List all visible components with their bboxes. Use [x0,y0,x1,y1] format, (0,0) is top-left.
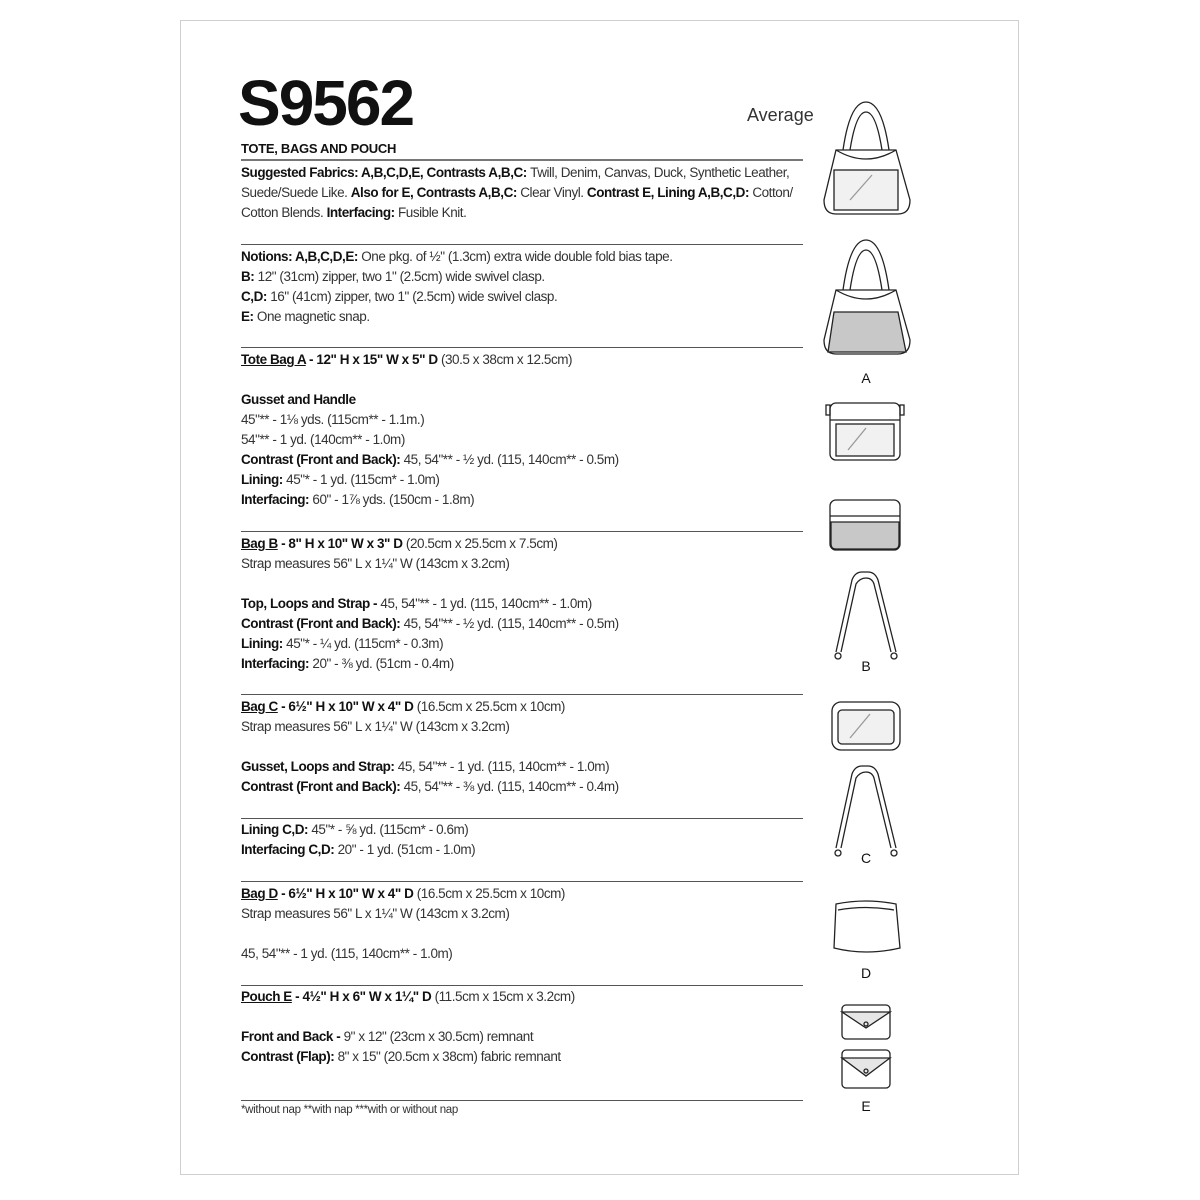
bold-label: Interfacing: [241,492,313,507]
text-segment: 8" x 15" (20.5cm x 38cm) fabric remnant [337,1049,561,1064]
bold-label: Interfacing: [241,656,313,671]
tote-a-clear-illustration [824,102,910,214]
bold-label: E: [241,309,257,324]
bold-label: Gusset and Handle [241,392,356,407]
text-segment: 45, 54"** - 1 yd. (115, 140cm** - 1.0m) [380,596,592,611]
bold-label: Bag D [241,886,278,901]
pouch-e-back-illustration [842,1050,890,1088]
bold-label: Tote Bag A [241,352,306,367]
bag-b-line [241,534,557,554]
text-segment: (16.5cm x 25.5cm x 10cm) [416,886,565,901]
bold-label: Lining C,D: [241,822,312,837]
text-segment: (16.5cm x 25.5cm x 10cm) [416,699,565,714]
notions-line [241,287,557,307]
divider [241,531,803,532]
pattern-number: S9562 [238,67,414,139]
bold-label: Gusset, Loops and Strap: [241,759,398,774]
bag-c-illustration [832,702,900,750]
bag-c-line [241,717,509,737]
tote-a-line [241,350,572,370]
pouch-e-yardage-line [241,1047,561,1067]
divider [241,694,803,695]
bag-c-yardage-line [241,757,609,777]
bold-label: Interfacing C,D: [241,842,338,857]
text-segment: 45, 54"** - ⅜ yd. (115, 140cm** - 0.4m) [403,779,619,794]
strap-b-illustration [835,572,897,659]
lining-cd-line [241,840,475,860]
divider [241,881,803,882]
lining-cd-line [241,820,468,840]
text-segment: Cotton/ [752,185,793,200]
text-segment: *without nap **with nap ***with or without nap [241,1104,458,1116]
bold-label: - 6½" H x 10" W x 4" D [277,886,417,901]
bold-label: C,D: [241,289,271,304]
bold-label: Contrast (Flap): [241,1049,338,1064]
text-segment: Twill, Denim, Canvas, Duck, Synthetic Leather, [530,165,790,180]
bold-label: Contrast E, Lining A,B,C,D: [586,185,753,200]
bold-label: Contrast (Front and Back): [241,616,404,631]
bag-d-line [241,884,565,904]
bag-b-yardage-line [241,654,454,674]
text-segment: 20" - 1 yd. (51cm - 1.0m) [337,842,476,857]
bag-c-line [241,697,565,717]
fabrics-line [241,203,466,223]
bag-b-solid-illustration [830,500,900,550]
pouch-e-yardage-line [241,1027,533,1047]
text-segment: (11.5cm x 15cm x 3.2cm) [434,989,575,1004]
bold-label: - 8" H x 10" W x 3" D [277,536,406,551]
text-segment: 45"* - ⅝ yd. (115cm* - 0.6m) [311,822,469,837]
divider [241,347,803,348]
text-segment: Cotton Blends. [241,205,327,220]
skill-level: Average [747,105,814,125]
tote-a-yardage-line [241,430,405,450]
bag-b-yardage-line [241,594,592,614]
text-segment: 45, 54"** - 1 yd. (115, 140cm** - 1.0m) [397,759,610,774]
text-segment: One magnetic snap. [256,309,370,324]
bold-label: Bag B [241,536,278,551]
bag-d-yardage-line [241,944,452,964]
bold-label: Lining: [241,472,287,487]
tote-a-yardage-line [241,490,474,510]
bold-label: Bag C [241,699,278,714]
view-label-e: E [861,1098,871,1114]
notions-line [241,267,545,287]
view-label-a: A [861,370,871,386]
divider [241,244,803,245]
bold-label: Contrast (Front and Back): [241,779,404,794]
text-segment: 16" (41cm) zipper, two 1" (2.5cm) wide swivel clasp. [270,289,558,304]
tote-a-solid-illustration [824,240,910,354]
bold-label: Also for E, Contrasts A,B,C: [350,185,521,200]
bold-label: Lining: [241,636,287,651]
tote-a-yardage-line [241,390,356,410]
bag-c-yardage-line [241,777,619,797]
text-segment: (30.5 x 38cm x 12.5cm) [440,352,573,367]
text-segment: 12" (31cm) zipper, two 1" (2.5cm) wide swivel clasp. [257,269,545,284]
bold-label: - 4½" H x 6" W x 1¼" D [291,989,435,1004]
text-segment: Suede/Suede Like. [241,185,351,200]
bold-label: - 12" H x 15" W x 5" D [305,352,441,367]
text-segment: Clear Vinyl. [520,185,587,200]
view-label-d: D [860,965,872,981]
notions-line [241,307,370,327]
fabrics-line [241,163,789,183]
pouch-e-front-illustration [842,1005,890,1039]
text-segment: Strap measures 56" L x 1¼" W (143cm x 3.2cm) [241,556,510,571]
text-segment: 45"* - 1 yd. (115cm* - 1.0m) [286,472,440,487]
text-segment: 45, 54"** - 1 yd. (115, 140cm** - 1.0m) [241,946,453,961]
pouch-e-line [241,987,575,1007]
tote-a-yardage-line [241,410,424,430]
text-segment: 45, 54"** - ½ yd. (115, 140cm** - 0.5m) [403,452,619,467]
bag-d-illustration [834,901,900,952]
footnote-line [241,1100,458,1120]
bag-b-clear-illustration [826,403,904,460]
strap-c-illustration [835,766,897,856]
bold-label: Notions: A,B,C,D,E: [241,249,362,264]
view-label-c: C [860,850,872,866]
bold-label: Top, Loops and Strap - [241,596,381,611]
tote-a-yardage-line [241,450,619,470]
text-segment: One pkg. of ½" (1.3cm) extra wide double fold bias tape. [361,249,673,264]
text-segment: 60" - 1⅞ yds. (150cm - 1.8m) [312,492,475,507]
bold-label: B: [241,269,258,284]
bag-b-yardage-line [241,634,443,654]
text-segment: 9" x 12" (23cm x 30.5cm) remnant [343,1029,534,1044]
fabrics-line [241,183,793,203]
text-segment: 20" - ⅜ yd. (51cm - 0.4m) [312,656,454,671]
text-segment: 45"* - ¼ yd. (115cm* - 0.3m) [286,636,444,651]
pattern-subtitle: TOTE, BAGS AND POUCH [241,141,397,156]
bag-b-yardage-line [241,614,619,634]
bag-d-line [241,904,509,924]
text-segment: 54"** - 1 yd. (140cm** - 1.0m) [241,432,405,447]
text-segment: Strap measures 56" L x 1¼" W (143cm x 3.2cm) [241,719,510,734]
tote-a-yardage-line [241,470,439,490]
text-segment: 45, 54"** - ½ yd. (115, 140cm** - 0.5m) [403,616,619,631]
bag-b-line [241,554,509,574]
divider [241,159,803,161]
bold-label: Suggested Fabrics: A,B,C,D,E, Contrasts A,B,C: [241,165,531,180]
notions-line [241,247,673,267]
bold-label: Contrast (Front and Back): [241,452,404,467]
text-segment: (20.5cm x 25.5cm x 7.5cm) [405,536,558,551]
bold-label: Front and Back - [241,1029,344,1044]
text-segment: 45"** - 1⅛ yds. (115cm** - 1.1m.) [241,412,425,427]
view-label-b: B [861,658,871,674]
text-segment: Strap measures 56" L x 1¼" W (143cm x 3.2cm) [241,906,510,921]
bold-label: Interfacing: [326,205,398,220]
divider [241,985,803,986]
text-segment: Fusible Knit. [397,205,467,220]
bold-label: Pouch E [241,989,292,1004]
bold-label: - 6½" H x 10" W x 4" D [277,699,417,714]
divider [241,818,803,819]
